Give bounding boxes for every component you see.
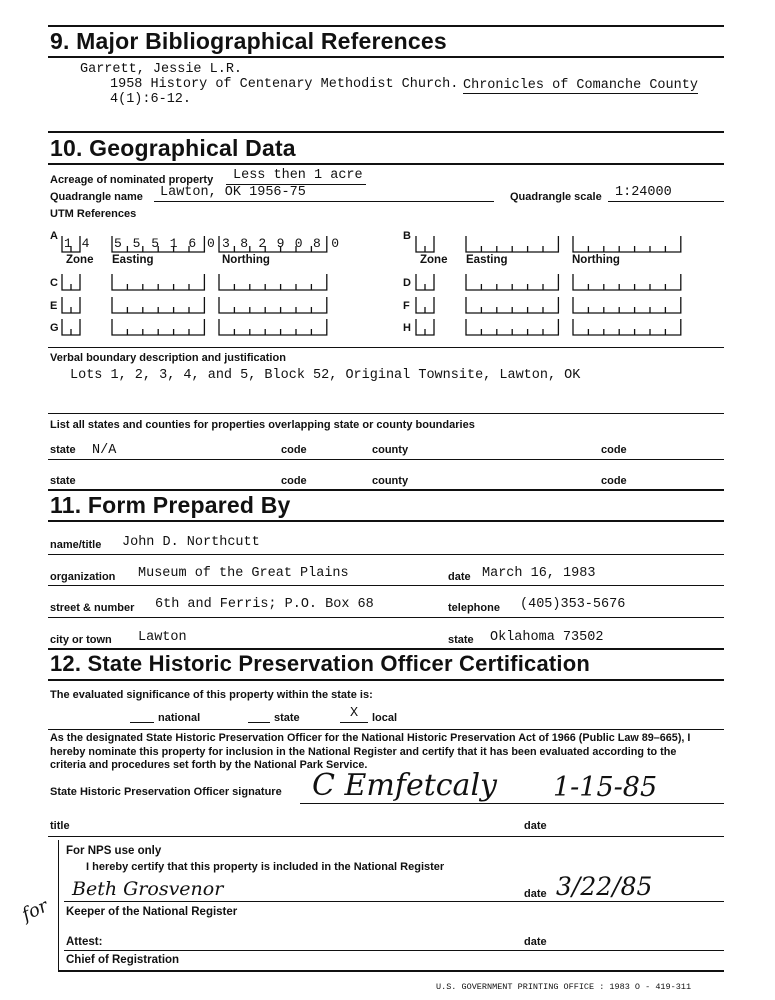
date-label-shpo: date [524, 820, 547, 832]
reference-author: Garrett, Jessie L.R. [80, 62, 243, 77]
printing-office-footer: U.S. GOVERNMENT PRINTING OFFICE : 1983 O - 419-311 [436, 982, 692, 992]
utm-a-easting: 5 5 5 1 6 0 [114, 236, 217, 251]
date-label-prepared: date [448, 571, 471, 583]
utm-label: UTM References [50, 208, 137, 220]
quadrangle-name-value: Lawton, OK 1956-75 [160, 185, 306, 200]
street-label: street & number [50, 602, 135, 614]
state-label-prepared: state [448, 634, 474, 646]
acreage-label: Acreage of nominated property [50, 174, 214, 186]
utm-box-15 [416, 274, 434, 290]
utm-box-5 [219, 274, 327, 290]
utm-box-9 [62, 319, 80, 335]
keeper-label: Keeper of the National Register [66, 906, 238, 918]
zone-label: Zone [66, 254, 94, 266]
keeper-signature: Beth Grosvenor [72, 878, 224, 900]
verbal-boundary-label: Verbal boundary description and justification [50, 352, 286, 364]
margin-note: for [18, 895, 52, 926]
easting-label: Easting [112, 254, 154, 266]
northing-label-right: Northing [572, 254, 620, 266]
state-value-prepared: Oklahoma 73502 [490, 630, 604, 645]
overlap-county-label-2: county [372, 475, 409, 487]
organization-value: Museum of the Great Plains [138, 566, 349, 581]
shpo-signature-label: State Historic Preservation Officer signature [50, 786, 282, 798]
date-value-prepared: March 16, 1983 [482, 566, 596, 581]
shpo-signature: C Emfetcaly [312, 768, 497, 803]
section-11-title: 11. Form Prepared By [50, 492, 291, 518]
overlap-state-value-1: N/A [92, 443, 117, 458]
certification-text: As the designated State Historic Preservation Officer for the National Historic Preservation Act of 1966 (Public Law 89–665), I hereby nominate this property for inclusion in the National Register and certify that it has been evaluated according to the criteria and procedures set forth by the National Park Service. [50, 732, 691, 771]
utm-letter-h: H [403, 322, 411, 334]
organization-label: organization [50, 571, 116, 583]
overlap-code-label-1: code [281, 444, 307, 456]
utm-letter-a: A [50, 230, 58, 242]
acreage-value: Less then 1 acre [233, 168, 363, 183]
reference-journal: Chronicles of Comanche County [463, 78, 698, 93]
utm-a-northing: 3 8 2 9 0 8 0 [222, 236, 341, 251]
telephone-label: telephone [448, 602, 500, 614]
utm-box-16 [466, 274, 558, 290]
significance-local-mark: X [350, 706, 359, 721]
nps-box-border [58, 840, 59, 972]
section-12-title: 12. State Historic Preservation Officer Certification [50, 651, 590, 676]
utm-letter-e: E [50, 300, 58, 312]
utm-box-19 [466, 297, 558, 313]
utm-box-13 [466, 236, 558, 252]
utm-box-20 [573, 297, 681, 313]
northing-label: Northing [222, 254, 270, 266]
street-value: 6th and Ferris; P.O. Box 68 [155, 597, 374, 612]
date-label-keeper: date [524, 888, 547, 900]
utm-box-7 [112, 297, 204, 313]
chief-registration-label: Chief of Registration [66, 954, 180, 966]
utm-box-14 [573, 236, 681, 252]
utm-letter-g: G [50, 322, 59, 334]
evaluated-significance-label: The evaluated significance of this property within the state is: [50, 689, 373, 701]
section-9-title: 9. Major Bibliographical References [50, 28, 447, 54]
utm-box-10 [112, 319, 204, 335]
utm-a-zone: 1 4 [64, 236, 91, 251]
significance-local: local [372, 712, 398, 724]
city-label: city or town [50, 634, 112, 646]
quadrangle-scale-value: 1:24000 [615, 185, 672, 200]
utm-box-11 [219, 319, 327, 335]
utm-letter-d: D [403, 277, 411, 289]
nps-certify-text: I hereby certify that this property is included in the National Register [86, 861, 445, 873]
utm-box-8 [219, 297, 327, 313]
significance-national: national [158, 712, 201, 724]
section-10-title: 10. Geographical Data [50, 135, 296, 161]
name-title-value: John D. Northcutt [122, 535, 260, 550]
overlap-county-label-1: county [372, 444, 409, 456]
telephone-value: (405)353-5676 [520, 597, 626, 612]
utm-letter-b: B [403, 230, 411, 242]
significance-state: state [274, 712, 300, 724]
attest-label: Attest: [66, 936, 103, 948]
overlap-code-label-2: code [601, 444, 627, 456]
utm-box-4 [112, 274, 204, 290]
name-title-label: name/title [50, 539, 102, 551]
quadrangle-scale-label: Quadrangle scale [510, 191, 602, 203]
utm-box-3 [62, 274, 80, 290]
date-label-attest: date [524, 936, 547, 948]
nps-use-label: For NPS use only [66, 845, 162, 857]
title-label: title [50, 820, 70, 832]
reference-title: 1958 History of Centenary Methodist Church. [110, 77, 459, 92]
utm-box-17 [573, 274, 681, 290]
utm-box-12 [416, 236, 434, 252]
utm-box-22 [466, 319, 558, 335]
overlap-state-label-2: state [50, 475, 76, 487]
overlap-label: List all states and counties for properties overlapping state or county boundaries [50, 419, 475, 431]
easting-label-right: Easting [466, 254, 508, 266]
utm-letter-f: F [403, 300, 410, 312]
shpo-signature-date: 1-15-85 [553, 772, 658, 803]
quadrangle-name-label: Quadrangle name [50, 191, 143, 203]
overlap-code-label-3: code [281, 475, 307, 487]
utm-box-18 [416, 297, 434, 313]
zone-label-right: Zone [420, 254, 448, 266]
utm-box-6 [62, 297, 80, 313]
verbal-boundary-value: Lots 1, 2, 3, 4, and 5, Block 52, Original Townsite, Lawton, OK [70, 368, 581, 383]
overlap-state-label-1: state [50, 444, 76, 456]
utm-letter-c: C [50, 277, 58, 289]
reference-volume: 4(1):6-12. [110, 92, 192, 107]
city-value: Lawton [138, 630, 187, 645]
overlap-code-label-4: code [601, 475, 627, 487]
utm-box-23 [573, 319, 681, 335]
utm-box-21 [416, 319, 434, 335]
keeper-date: 3/22/85 [556, 872, 653, 901]
